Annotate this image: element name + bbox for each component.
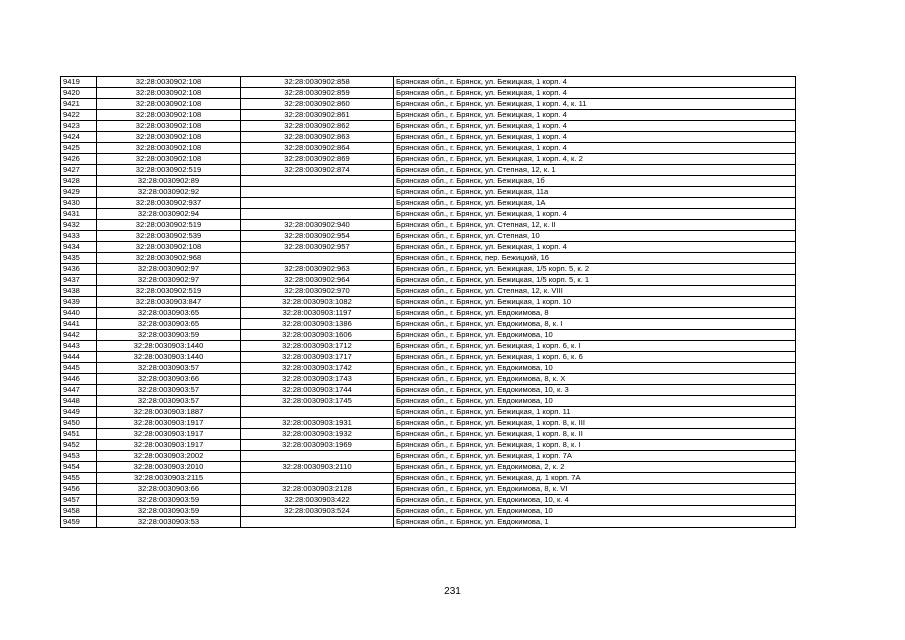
- row-number-cell: 9456: [61, 484, 97, 495]
- cadastral-number-cell: [241, 407, 394, 418]
- address-cell: Брянская обл., г. Брянск, ул. Евдокимова, 8, к. I: [394, 319, 796, 330]
- parent-cadastral-number-cell: 32:28:0030903:2002: [97, 451, 241, 462]
- table-row: [61, 77, 796, 88]
- row-number-cell: 9454: [61, 462, 97, 473]
- table-row: [61, 187, 796, 198]
- parent-cadastral-number-cell: 32:28:0030903:1887: [97, 407, 241, 418]
- row-number-cell: 9425: [61, 143, 97, 154]
- parent-cadastral-number-cell: 32:28:0030902:89: [97, 176, 241, 187]
- table-row: [61, 484, 796, 495]
- table-row: [61, 308, 796, 319]
- parent-cadastral-number-cell: 32:28:0030903:66: [97, 374, 241, 385]
- row-number-cell: 9447: [61, 385, 97, 396]
- cadastral-number-cell: 32:28:0030902:954: [241, 231, 394, 242]
- table-row: [61, 363, 796, 374]
- table-body: [61, 77, 796, 528]
- parent-cadastral-number-cell: 32:28:0030902:108: [97, 154, 241, 165]
- parent-cadastral-number-cell: 32:28:0030902:92: [97, 187, 241, 198]
- address-cell: Брянская обл., г. Брянск, ул. Евдокимова, 10, к. 3: [394, 385, 796, 396]
- cadastral-number-cell: [241, 473, 394, 484]
- table-row: [61, 220, 796, 231]
- parent-cadastral-number-cell: 32:28:0030903:65: [97, 319, 241, 330]
- row-number-cell: 9453: [61, 451, 97, 462]
- address-cell: Брянская обл., г. Брянск, ул. Бежицкая, 1 корп. 4: [394, 110, 796, 121]
- parent-cadastral-number-cell: 32:28:0030903:59: [97, 495, 241, 506]
- cadastral-number-cell: 32:28:0030902:864: [241, 143, 394, 154]
- parent-cadastral-number-cell: 32:28:0030903:847: [97, 297, 241, 308]
- cadastral-number-cell: 32:28:0030903:1745: [241, 396, 394, 407]
- row-number-cell: 9450: [61, 418, 97, 429]
- cadastral-number-cell: 32:28:0030903:1969: [241, 440, 394, 451]
- parent-cadastral-number-cell: 32:28:0030903:1917: [97, 440, 241, 451]
- row-number-cell: 9419: [61, 77, 97, 88]
- address-cell: Брянская обл., г. Брянск, ул. Бежицкая, 1 корп. 8, к. I: [394, 440, 796, 451]
- parent-cadastral-number-cell: 32:28:0030903:57: [97, 363, 241, 374]
- address-cell: Брянская обл., г. Брянск, ул. Бежицкая, 1 корп. 4, к. 11: [394, 99, 796, 110]
- cadastral-number-cell: 32:28:0030903:1932: [241, 429, 394, 440]
- address-cell: Брянская обл., г. Брянск, ул. Евдокимова, 10: [394, 396, 796, 407]
- row-number-cell: 9430: [61, 198, 97, 209]
- page-number: 231: [444, 586, 461, 597]
- address-cell: Брянская обл., г. Брянск, пер. Бежицкий, 16: [394, 253, 796, 264]
- cadastral-number-cell: 32:28:0030903:524: [241, 506, 394, 517]
- address-cell: Брянская обл., г. Брянск, ул. Бежицкая, 1/5 корп. 5, к. 2: [394, 264, 796, 275]
- address-cell: Брянская обл., г. Брянск, ул. Бежицкая, 1 корп. 8, к. III: [394, 418, 796, 429]
- parent-cadastral-number-cell: 32:28:0030902:519: [97, 220, 241, 231]
- address-cell: Брянская обл., г. Брянск, ул. Евдокимова, 10: [394, 330, 796, 341]
- table-row: [61, 473, 796, 484]
- cadastral-number-cell: 32:28:0030903:1606: [241, 330, 394, 341]
- table-row: [61, 165, 796, 176]
- parent-cadastral-number-cell: 32:28:0030902:108: [97, 132, 241, 143]
- cadastral-number-cell: [241, 253, 394, 264]
- table-row: [61, 407, 796, 418]
- row-number-cell: 9455: [61, 473, 97, 484]
- table-row: [61, 242, 796, 253]
- cadastral-number-cell: 32:28:0030903:2110: [241, 462, 394, 473]
- parent-cadastral-number-cell: 32:28:0030903:53: [97, 517, 241, 528]
- table-row: [61, 264, 796, 275]
- parent-cadastral-number-cell: 32:28:0030902:519: [97, 286, 241, 297]
- table-row: [61, 99, 796, 110]
- row-number-cell: 9437: [61, 275, 97, 286]
- address-cell: Брянская обл., г. Брянск, ул. Бежицкая, 1б: [394, 176, 796, 187]
- parent-cadastral-number-cell: 32:28:0030903:65: [97, 308, 241, 319]
- cadastral-number-cell: 32:28:0030902:874: [241, 165, 394, 176]
- address-cell: Брянская обл., г. Брянск, ул. Степная, 12, к. II: [394, 220, 796, 231]
- parent-cadastral-number-cell: 32:28:0030902:519: [97, 165, 241, 176]
- parent-cadastral-number-cell: 32:28:0030902:108: [97, 242, 241, 253]
- cadastral-number-cell: 32:28:0030903:1717: [241, 352, 394, 363]
- parent-cadastral-number-cell: 32:28:0030902:108: [97, 121, 241, 132]
- cadastral-number-cell: [241, 517, 394, 528]
- address-cell: Брянская обл., г. Брянск, ул. Евдокимова, 8: [394, 308, 796, 319]
- row-number-cell: 9457: [61, 495, 97, 506]
- table-row: [61, 198, 796, 209]
- row-number-cell: 9422: [61, 110, 97, 121]
- row-number-cell: 9438: [61, 286, 97, 297]
- parent-cadastral-number-cell: 32:28:0030903:1917: [97, 418, 241, 429]
- table-row: [61, 429, 796, 440]
- address-cell: Брянская обл., г. Брянск, ул. Бежицкая, 1 корп. 4: [394, 143, 796, 154]
- address-cell: Брянская обл., г. Брянск, ул. Бежицкая, 1 корп. 4: [394, 77, 796, 88]
- cadastral-number-cell: [241, 176, 394, 187]
- row-number-cell: 9458: [61, 506, 97, 517]
- parent-cadastral-number-cell: 32:28:0030902:108: [97, 110, 241, 121]
- address-cell: Брянская обл., г. Брянск, ул. Бежицкая, 1 корп. 4: [394, 209, 796, 220]
- cadastral-number-cell: 32:28:0030902:957: [241, 242, 394, 253]
- cadastral-number-cell: 32:28:0030902:859: [241, 88, 394, 99]
- cadastral-number-cell: 32:28:0030902:860: [241, 99, 394, 110]
- address-cell: Брянская обл., г. Брянск, ул. Евдокимова, 10: [394, 506, 796, 517]
- table-row: [61, 110, 796, 121]
- address-cell: Брянская обл., г. Брянск, ул. Бежицкая, 1/5 корп. 5, к. 1: [394, 275, 796, 286]
- table-row: [61, 231, 796, 242]
- address-cell: Брянская обл., г. Брянск, ул. Бежицкая, 1 корп. 4, к. 2: [394, 154, 796, 165]
- address-cell: Брянская обл., г. Брянск, ул. Бежицкая, 1 корп. 4: [394, 121, 796, 132]
- table-row: [61, 275, 796, 286]
- cadastral-number-cell: 32:28:0030903:2128: [241, 484, 394, 495]
- cadastral-number-cell: 32:28:0030902:869: [241, 154, 394, 165]
- row-number-cell: 9432: [61, 220, 97, 231]
- parent-cadastral-number-cell: 32:28:0030903:1440: [97, 352, 241, 363]
- address-cell: Брянская обл., г. Брянск, ул. Степная, 10: [394, 231, 796, 242]
- parent-cadastral-number-cell: 32:28:0030902:539: [97, 231, 241, 242]
- address-cell: Брянская обл., г. Брянск, ул. Бежицкая, 1 корп. 10: [394, 297, 796, 308]
- row-number-cell: 9429: [61, 187, 97, 198]
- table-row: [61, 143, 796, 154]
- parent-cadastral-number-cell: 32:28:0030902:97: [97, 275, 241, 286]
- table-row: [61, 341, 796, 352]
- row-number-cell: 9444: [61, 352, 97, 363]
- row-number-cell: 9420: [61, 88, 97, 99]
- address-cell: Брянская обл., г. Брянск, ул. Бежицкая, 1 корп. 6, к. I: [394, 341, 796, 352]
- parent-cadastral-number-cell: 32:28:0030902:94: [97, 209, 241, 220]
- parent-cadastral-number-cell: 32:28:0030902:937: [97, 198, 241, 209]
- cadastral-number-cell: 32:28:0030902:863: [241, 132, 394, 143]
- row-number-cell: 9421: [61, 99, 97, 110]
- address-cell: Брянская обл., г. Брянск, ул. Бежицкая, 1 корп. 7А: [394, 451, 796, 462]
- cadastral-number-cell: [241, 187, 394, 198]
- table-row: [61, 330, 796, 341]
- table-row: [61, 396, 796, 407]
- row-number-cell: 9442: [61, 330, 97, 341]
- cadastral-number-cell: 32:28:0030903:1743: [241, 374, 394, 385]
- address-cell: Брянская обл., г. Брянск, ул. Евдокимова, 10: [394, 363, 796, 374]
- cadastral-number-cell: [241, 209, 394, 220]
- parent-cadastral-number-cell: 32:28:0030903:59: [97, 330, 241, 341]
- cadastral-number-cell: 32:28:0030903:1386: [241, 319, 394, 330]
- row-number-cell: 9436: [61, 264, 97, 275]
- table-row: [61, 374, 796, 385]
- table-row: [61, 517, 796, 528]
- table-row: [61, 385, 796, 396]
- row-number-cell: 9449: [61, 407, 97, 418]
- cadastral-number-cell: 32:28:0030902:970: [241, 286, 394, 297]
- cadastral-number-cell: 32:28:0030903:1931: [241, 418, 394, 429]
- parent-cadastral-number-cell: 32:28:0030903:1917: [97, 429, 241, 440]
- row-number-cell: 9441: [61, 319, 97, 330]
- cadastral-number-cell: 32:28:0030902:861: [241, 110, 394, 121]
- table-row: [61, 132, 796, 143]
- cadastral-table: [60, 76, 796, 528]
- cadastral-number-cell: 32:28:0030902:963: [241, 264, 394, 275]
- address-cell: Брянская обл., г. Брянск, ул. Евдокимова, 8, к. X: [394, 374, 796, 385]
- address-cell: Брянская обл., г. Брянск, ул. Евдокимова, 2, к. 2: [394, 462, 796, 473]
- row-number-cell: 9452: [61, 440, 97, 451]
- row-number-cell: 9443: [61, 341, 97, 352]
- row-number-cell: 9439: [61, 297, 97, 308]
- row-number-cell: 9433: [61, 231, 97, 242]
- row-number-cell: 9428: [61, 176, 97, 187]
- table-row: [61, 253, 796, 264]
- address-cell: Брянская обл., г. Брянск, ул. Бежицкая, д. 1 корп. 7А: [394, 473, 796, 484]
- parent-cadastral-number-cell: 32:28:0030902:108: [97, 77, 241, 88]
- row-number-cell: 9451: [61, 429, 97, 440]
- table-row: [61, 506, 796, 517]
- cadastral-number-cell: 32:28:0030902:862: [241, 121, 394, 132]
- address-cell: Брянская обл., г. Брянск, ул. Евдокимова, 10, к. 4: [394, 495, 796, 506]
- parent-cadastral-number-cell: 32:28:0030903:2115: [97, 473, 241, 484]
- cadastral-number-cell: 32:28:0030903:422: [241, 495, 394, 506]
- row-number-cell: 9435: [61, 253, 97, 264]
- parent-cadastral-number-cell: 32:28:0030902:108: [97, 88, 241, 99]
- address-cell: Брянская обл., г. Брянск, ул. Бежицкая, 1А: [394, 198, 796, 209]
- address-cell: Брянская обл., г. Брянск, ул. Степная, 12, к. VIII: [394, 286, 796, 297]
- cadastral-number-cell: 32:28:0030903:1197: [241, 308, 394, 319]
- address-cell: Брянская обл., г. Брянск, ул. Бежицкая, 1 корп. 8, к. II: [394, 429, 796, 440]
- cadastral-number-cell: 32:28:0030903:1742: [241, 363, 394, 374]
- cadastral-number-cell: 32:28:0030902:858: [241, 77, 394, 88]
- row-number-cell: 9426: [61, 154, 97, 165]
- row-number-cell: 9446: [61, 374, 97, 385]
- row-number-cell: 9431: [61, 209, 97, 220]
- table-row: [61, 121, 796, 132]
- parent-cadastral-number-cell: 32:28:0030903:2010: [97, 462, 241, 473]
- cadastral-number-cell: 32:28:0030903:1712: [241, 341, 394, 352]
- address-cell: Брянская обл., г. Брянск, ул. Евдокимова, 1: [394, 517, 796, 528]
- table-row: [61, 495, 796, 506]
- parent-cadastral-number-cell: 32:28:0030903:57: [97, 396, 241, 407]
- parent-cadastral-number-cell: 32:28:0030902:968: [97, 253, 241, 264]
- table-row: [61, 176, 796, 187]
- cadastral-number-cell: 32:28:0030903:1744: [241, 385, 394, 396]
- table-row: [61, 462, 796, 473]
- row-number-cell: 9445: [61, 363, 97, 374]
- address-cell: Брянская обл., г. Брянск, ул. Бежицкая, 1 корп. 4: [394, 88, 796, 99]
- cadastral-number-cell: 32:28:0030902:964: [241, 275, 394, 286]
- table-row: [61, 154, 796, 165]
- row-number-cell: 9427: [61, 165, 97, 176]
- cadastral-number-cell: [241, 451, 394, 462]
- row-number-cell: 9459: [61, 517, 97, 528]
- address-cell: Брянская обл., г. Брянск, ул. Степная, 12, к. 1: [394, 165, 796, 176]
- parent-cadastral-number-cell: 32:28:0030902:108: [97, 99, 241, 110]
- cadastral-number-cell: 32:28:0030903:1082: [241, 297, 394, 308]
- table-row: [61, 451, 796, 462]
- row-number-cell: 9448: [61, 396, 97, 407]
- table-row: [61, 418, 796, 429]
- parent-cadastral-number-cell: 32:28:0030902:108: [97, 143, 241, 154]
- row-number-cell: 9424: [61, 132, 97, 143]
- parent-cadastral-number-cell: 32:28:0030903:1440: [97, 341, 241, 352]
- address-cell: Брянская обл., г. Брянск, ул. Бежицкая, 1 корп. 4: [394, 242, 796, 253]
- table-row: [61, 88, 796, 99]
- parent-cadastral-number-cell: 32:28:0030902:97: [97, 264, 241, 275]
- table-row: [61, 352, 796, 363]
- cadastral-number-cell: [241, 198, 394, 209]
- address-cell: Брянская обл., г. Брянск, ул. Бежицкая, 1 корп. 4: [394, 132, 796, 143]
- row-number-cell: 9434: [61, 242, 97, 253]
- address-cell: Брянская обл., г. Брянск, ул. Бежицкая, 1 корп. 6, к. 6: [394, 352, 796, 363]
- table-row: [61, 297, 796, 308]
- address-cell: Брянская обл., г. Брянск, ул. Бежицкая, 11а: [394, 187, 796, 198]
- table-row: [61, 440, 796, 451]
- parent-cadastral-number-cell: 32:28:0030903:59: [97, 506, 241, 517]
- table-row: [61, 209, 796, 220]
- parent-cadastral-number-cell: 32:28:0030903:57: [97, 385, 241, 396]
- parent-cadastral-number-cell: 32:28:0030903:66: [97, 484, 241, 495]
- table-row: [61, 286, 796, 297]
- address-cell: Брянская обл., г. Брянск, ул. Бежицкая, 1 корп. 11: [394, 407, 796, 418]
- cadastral-number-cell: 32:28:0030902:940: [241, 220, 394, 231]
- address-cell: Брянская обл., г. Брянск, ул. Евдокимова, 8, к. VI: [394, 484, 796, 495]
- row-number-cell: 9423: [61, 121, 97, 132]
- table-row: [61, 319, 796, 330]
- row-number-cell: 9440: [61, 308, 97, 319]
